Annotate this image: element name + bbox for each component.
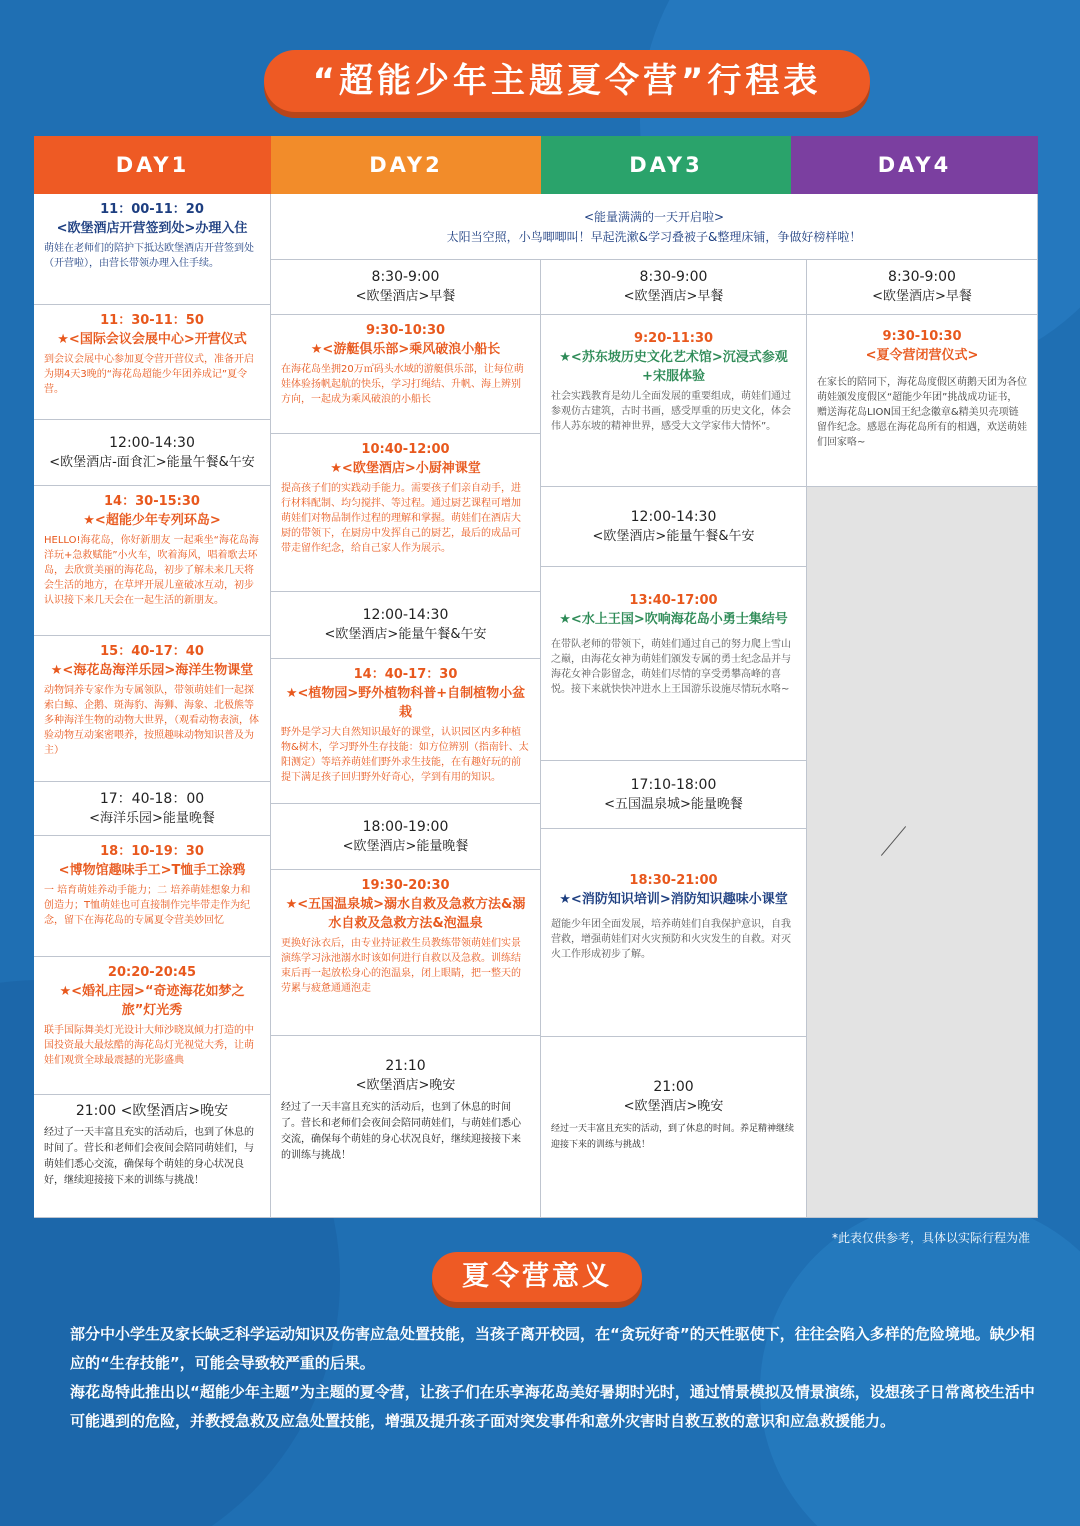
day1-item xyxy=(34,836,271,957)
item-place: <欧堡酒店>晚安 xyxy=(623,1099,724,1114)
item-title: ★<国际会议会展中心>开营仪式 xyxy=(57,332,247,347)
item-time: 14：30-15:30 xyxy=(104,494,200,509)
item-desc: 动物饲养专家作为专属领队，带领萌娃们一起探索白鲸、企鹅、斑海豹、海狮、海象、北极熊等多种海洋生物的动物大世界，（观看动物表演，体验动物互动案密喂养，按照趣味动物知识普及为主） xyxy=(44,685,259,756)
day1-item xyxy=(34,957,271,1095)
day1-item xyxy=(34,782,271,836)
day1-item xyxy=(34,1095,271,1218)
item-title: ★<游艇俱乐部>乘风破浪小船长 xyxy=(310,342,501,357)
item-desc: 联手国际舞美灯光设计大师沙晓岚倾力打造的中国投资最大最炫酷的海花岛灯光视觉大秀，让萌娃们观赏全球最震撼的光影盛典 xyxy=(44,1025,254,1066)
item-place: <欧堡酒店>能量午餐&午安 xyxy=(592,528,755,544)
day2-item xyxy=(271,659,541,804)
day4-item xyxy=(807,260,1038,315)
item-place: <欧堡酒店>早餐 xyxy=(872,289,972,304)
item-time: 13:40-17:00 xyxy=(629,593,718,608)
item-time: 8:30-9:00 xyxy=(639,269,708,285)
day1-item xyxy=(34,305,271,420)
item-title: ★<欧堡酒店>小厨神课堂 xyxy=(330,461,481,476)
item-title: ★<消防知识培训>消防知识趣味小课堂 xyxy=(559,892,788,907)
item-desc: 萌娃在老师们的陪护下抵达欧堡酒店开营签到处（开营啦），由营长带领办理入住手续。 xyxy=(44,243,254,269)
morning-banner xyxy=(271,194,1038,260)
item-desc: 更换好泳衣后，由专业持证救生员教练带领萌娃们实景演练学习泳池溺水时该如何进行自救以及急救。训练结束后再一起放松身心的泡温泉，闭上眼睛，把一整天的劳累与疲惫通通泡走 xyxy=(281,938,521,994)
item-desc: 提高孩子们的实践动手能力。需要孩子们亲自动手，进行材料配制、均匀搅拌、等过程。通过厨艺课程可增加萌娃们对物品制作过程的理解和掌握。萌娃们在酒店大厨的带领下，在厨房中发挥自己的厨艺，最后的成品可带走留作纪念，给自己家人作为展示。 xyxy=(281,483,521,554)
item-time: 11：00-11：20 xyxy=(100,202,204,217)
day2-item xyxy=(271,1036,541,1218)
day2-item xyxy=(271,870,541,1036)
item-title: ★<植物园>野外植物科普+自制植物小盆栽 xyxy=(285,686,526,720)
schedule-table xyxy=(34,136,1038,1218)
day4-empty-area xyxy=(807,487,1038,1218)
item-time: 10:40-12:00 xyxy=(361,442,450,457)
item-place: <五国温泉城>能量晚餐 xyxy=(604,796,743,812)
item-time: 11：30-11：50 xyxy=(100,313,204,328)
meaning-text-1: 部分中小学生及家长缺乏科学运动知识及伤害应急处置技能，当孩子离开校园，在“贪玩好奇”的天性驱使下，往往会陷入多样的危险境地。缺少相应的“生存技能”，可能会导致较严重的后果。 xyxy=(70,1325,1035,1372)
item-time: 18:00-19:00 xyxy=(362,818,449,835)
day2-header: DAY2 xyxy=(271,136,541,194)
item-title: <博物馆趣味手工>T恤手工涂鸦 xyxy=(58,863,246,878)
item-desc: 在海花岛坐拥20万㎡码头水域的游艇俱乐部，让每位萌娃体验扬帆起航的快乐，学习打绳结、升帆、海上辨别方向，一起成为乘风破浪的小船长 xyxy=(281,364,524,405)
item-time: 12:00-14:30 xyxy=(362,607,449,623)
item-title: ★<海花岛海洋乐园>海洋生物课堂 xyxy=(50,663,254,678)
item-desc: 到会议会展中心参加夏令营开营仪式，准备开启为期4天3晚的“海花岛超能少年团养成记”夏令营。 xyxy=(44,354,254,395)
item-time: 17：40-18：00 xyxy=(99,790,205,807)
item-place: <欧堡酒店-面食汇>能量午餐&午安 xyxy=(49,454,255,470)
item-place: <欧堡酒店>早餐 xyxy=(355,289,456,304)
item-desc: 在家长的陪同下，海花岛度假区萌鹅天团为各位萌娃颁发度假区“超能少年团”挑战成功证书，赠送海花岛LION国王纪念徽章&精美贝壳项链留作纪念。感恩在海花岛所有的相遇，欢送萌娃们回家咯~ xyxy=(817,377,1027,448)
item-time: 9:30-10:30 xyxy=(365,323,446,338)
schedule-note: *此表仅供参考，具体以实际行程为准 xyxy=(831,1231,1030,1245)
day3-item xyxy=(541,829,807,1037)
item-time: 17:10-18:00 xyxy=(630,776,717,793)
item-time: 21:00 xyxy=(653,1079,694,1095)
item-title: ★<苏东坡历史文化艺术馆>沉浸式参观+宋服体验 xyxy=(559,350,788,384)
day3-item xyxy=(541,260,807,315)
item-desc: 一 培育萌娃养动手能力；二 培养萌娃想象力和创造力；T恤萌娃也可直接制作完毕带走作为纪念，留下在海花岛的专属夏令营美妙回忆 xyxy=(44,885,251,926)
day2-item xyxy=(271,434,541,592)
day1-item xyxy=(34,636,271,782)
item-title: ★<水上王国>吹响海花岛小勇士集结号 xyxy=(559,612,788,627)
day3-header: DAY3 xyxy=(541,136,791,194)
item-place: 21:00 <欧堡酒店>晚安 xyxy=(75,1103,229,1119)
day2-item xyxy=(271,315,541,434)
day3-item xyxy=(541,1037,807,1218)
item-desc: 野外是学习大自然知识最好的课堂，认识园区内多种植物&树木，学习野外生存技能：如方位辨别（指南针、太阳测定）等培养萌娃们野外求生技能，在有趣好玩的前提下满足孩子回归野外好奇心，学到有用的知识。 xyxy=(281,727,529,783)
meaning-paragraph-1 xyxy=(40,1320,1040,1378)
item-time: 9:30-10:30 xyxy=(882,329,962,344)
day2-item xyxy=(271,804,541,870)
day1-item xyxy=(34,486,271,636)
item-desc: 经过一天丰富且充实的活动，到了休息的时间。养足精神继续迎接下来的训练与挑战！ xyxy=(551,1124,795,1150)
meaning-text-2: 海花岛特此推出以“超能少年主题”为主题的夏令营，让孩子们在乐享海花岛美好暑期时光时，通过情景模拟及情景演练，设想孩子日常离校生活中可能遇到的危险，并教授急救及应急处置技能，增强及提升孩子面对突发事件和意外灾害时自救互救的意识和应急救援能力。 xyxy=(70,1383,1035,1430)
day4-header: DAY4 xyxy=(791,136,1038,194)
item-time: 14：40-17：30 xyxy=(353,667,458,682)
item-time: 18：10-19：30 xyxy=(100,844,204,859)
item-time: 19:30-20:30 xyxy=(361,878,450,893)
day4-item xyxy=(807,315,1038,487)
item-desc: HELLO!海花岛，你好新朋友 一起乘坐“海花岛海洋玩+急救赋能”小火车，吹着海风，唱着歌去环岛，去欣赏美丽的海花岛，初步了解未来几天将会生活的地方，在草坪开展儿童破冰互动，初步认识接下来几天会在一起生活的新朋友。 xyxy=(44,535,259,606)
item-time: 21:10 xyxy=(385,1058,426,1074)
page-title: “超能少年主题夏令营”行程表 xyxy=(264,50,870,112)
banner-line2: 太阳当空照，小鸟唧唧叫！早起洗漱&学习叠被子&整理床铺，争做好榜样啦！ xyxy=(446,229,862,244)
day3-item xyxy=(541,761,807,829)
item-desc: 经过了一天丰富且充实的活动后，也到了休息的时间了。营长和老师们会夜间会陪同萌娃们，与萌娃们悉心交流，确保每个萌娃的身心状况良好，继续迎接接下来的训练与挑战！ xyxy=(281,1102,521,1161)
item-title: <欧堡酒店开营签到处>办理入住 xyxy=(56,221,248,236)
item-desc: 社会实践教育是幼儿全面发展的重要组成，萌娃们通过参观仿古建筑，古时书画，感受厚重的历史文化，体会伟人苏东坡的精神世界，感受大文学家伟大情怀”。 xyxy=(551,391,791,432)
day1-item xyxy=(34,420,271,486)
item-title: ★<超能少年专列环岛> xyxy=(83,513,221,528)
item-title: <夏令营闭营仪式> xyxy=(865,348,979,363)
banner-line1: <能量满满的一天开启啦> xyxy=(583,209,725,224)
item-time: 15：40-17：40 xyxy=(100,644,204,659)
day2-item xyxy=(271,592,541,659)
day1-item xyxy=(34,194,271,305)
day3-item xyxy=(541,315,807,487)
meaning-title: 夏令营意义 xyxy=(432,1252,642,1302)
day3-item xyxy=(541,487,807,567)
item-desc: 在带队老师的带领下，萌娃们通过自己的努力爬上雪山之巅，由海花女神为萌娃们颁发专属的勇士纪念品并与海花女神合影留念，萌娃们尽情的享受勇攀高峰的喜悦。接下来就快快冲进水上王国游乐设施尽情玩水咯~ xyxy=(551,639,791,695)
meaning-paragraph-2 xyxy=(40,1378,1040,1436)
item-time: 8:30-9:00 xyxy=(888,269,956,285)
item-place: <欧堡酒店>晚安 xyxy=(355,1078,456,1093)
item-place: <海洋乐园>能量晚餐 xyxy=(89,810,215,826)
item-time: 12:00-14:30 xyxy=(630,508,717,525)
item-title: ★<婚礼庄园>“奇迹海花如梦之旅”灯光秀 xyxy=(59,984,245,1018)
item-title: ★<五国温泉城>溺水自救及急救方法&溺水自救及急救方法&泡温泉 xyxy=(285,897,526,931)
day3-item xyxy=(541,567,807,761)
item-time: 12:00-14:30 xyxy=(109,434,195,451)
item-time: 9:20-11:30 xyxy=(633,331,714,346)
item-place: <欧堡酒店>能量晚餐 xyxy=(342,838,469,854)
item-time: 18:30-21:00 xyxy=(629,873,718,888)
item-place: <欧堡酒店>早餐 xyxy=(623,289,724,304)
item-time: 20:20-20:45 xyxy=(107,965,197,980)
day1-header: DAY1 xyxy=(34,136,271,194)
item-time: 8:30-9:00 xyxy=(371,269,440,285)
item-place: <欧堡酒店>能量午餐&午安 xyxy=(324,627,487,642)
item-desc: 经过了一天丰富且充实的活动后，也到了休息的时间了。营长和老师们会夜间会陪同萌娃们，与萌娃们悉心交流，确保每个萌娃的身心状况良好，继续迎接接下来的训练与挑战！ xyxy=(44,1127,254,1186)
item-desc: 超能少年团全面发展，培养萌娃们自我保护意识，自我营救，增强萌娃们对火灾预防和火灾发生的自救。对灭火工作形成初步了解。 xyxy=(551,919,791,960)
day2-item xyxy=(271,260,541,315)
